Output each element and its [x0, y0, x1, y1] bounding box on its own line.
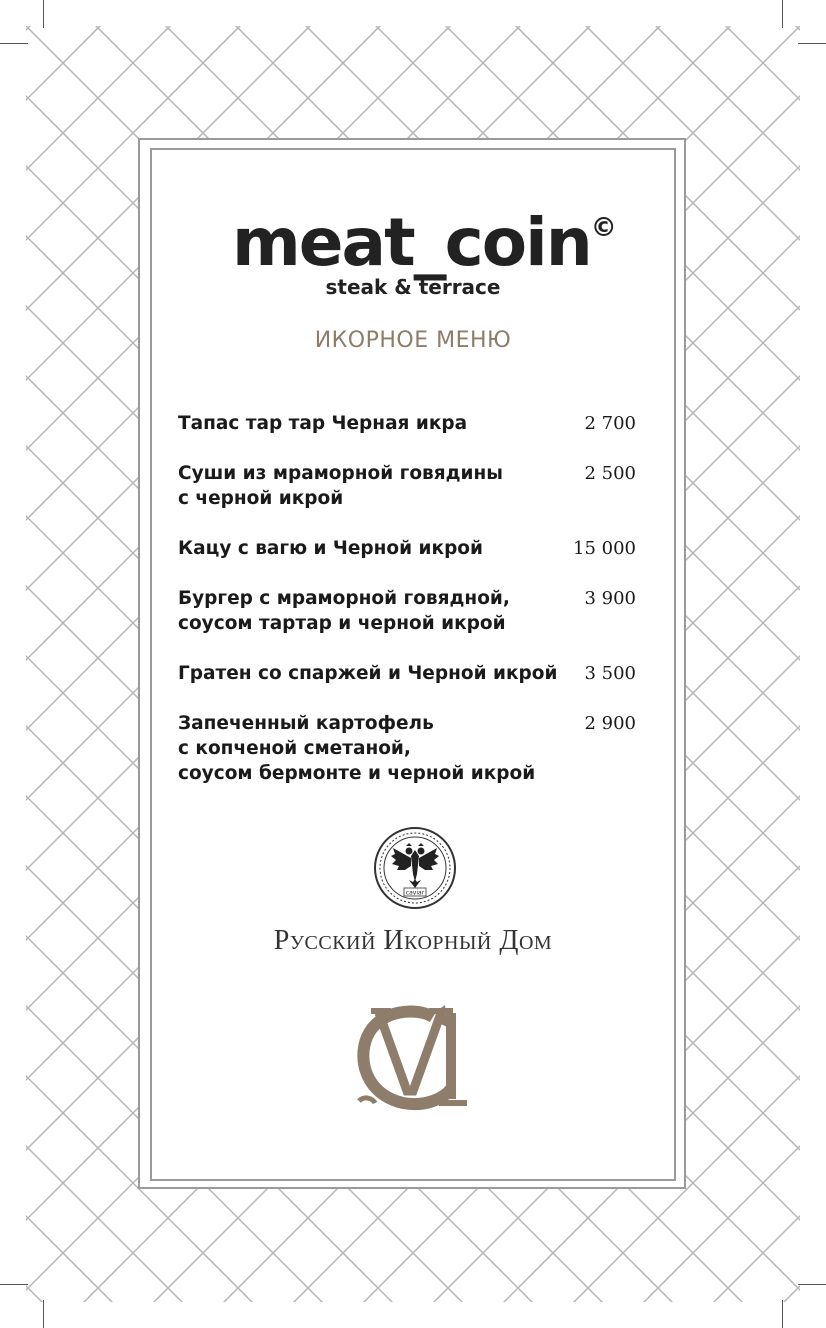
menu-item-price: 2 700 [584, 413, 636, 434]
seal-caviar-text: caviar [405, 889, 425, 897]
crop-mark [782, 1300, 783, 1328]
menu-item-price: 2 500 [584, 463, 636, 484]
menu-item-price: 3 900 [584, 588, 636, 609]
partner-name: Русский Икорный Дом [273, 925, 553, 956]
menu-item-price: 2 900 [584, 713, 636, 734]
menu-item-name: Тапас тар тар Черная икра [178, 413, 468, 434]
crop-mark [43, 0, 44, 28]
menu-title: ИКОРНОЕ МЕНЮ [314, 328, 512, 353]
crop-mark [798, 43, 826, 44]
crop-mark [43, 1300, 44, 1328]
menu-item-name: Бургер с мраморной говядной, соусом тартар и черной икрой [178, 588, 510, 634]
menu-item-name: Запеченный картофель с копченой сметаной, соусом бермонте и черной икрой [178, 713, 536, 784]
menu-item-name: Суши из мраморной говядины с черной икрой [178, 463, 504, 509]
crop-mark [0, 43, 28, 44]
crop-mark [782, 0, 783, 28]
copyright-mark: © [590, 213, 617, 243]
menu-item-name: Гратен со спаржей и Черной икрой [178, 663, 558, 684]
menu-item-name: Кацу с вагю и Черной икрой [178, 538, 483, 559]
brand-tagline: steak & terrace [325, 275, 501, 299]
menu-item-price: 3 500 [584, 663, 636, 684]
brand-logo [232, 194, 617, 283]
mc-monogram-icon [355, 1003, 471, 1111]
brand-name: meat_coin [232, 204, 591, 281]
menu-item-price: 15 000 [573, 538, 636, 559]
double-headed-eagle-seal-icon [373, 824, 457, 912]
crop-mark [0, 1284, 28, 1285]
crop-mark [798, 1284, 826, 1285]
